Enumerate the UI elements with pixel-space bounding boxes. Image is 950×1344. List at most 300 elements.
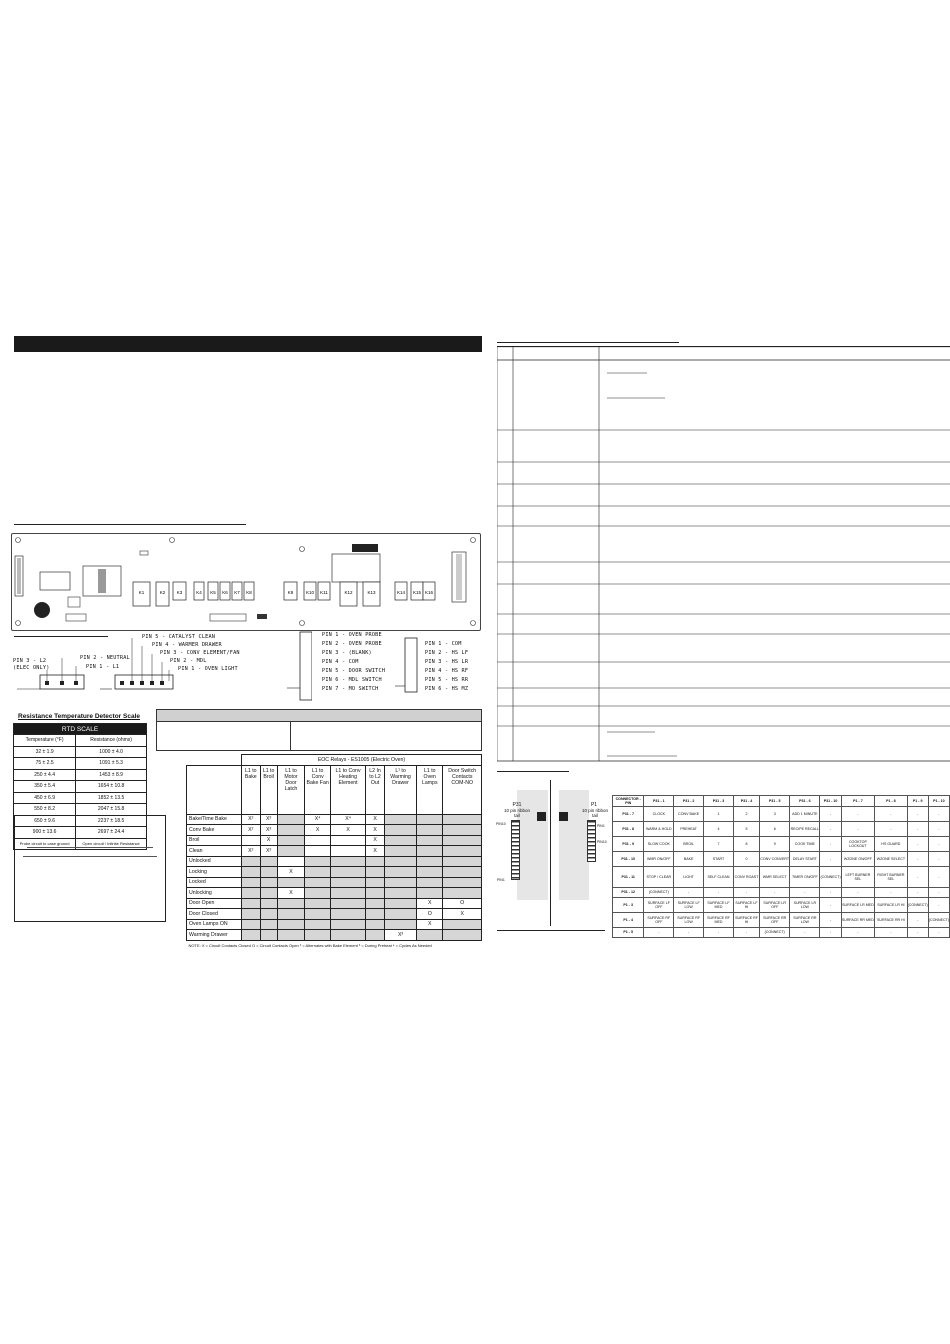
eoc-cell: X [277, 888, 305, 899]
relay-label: K4 [196, 590, 202, 595]
eoc-cell [277, 835, 305, 846]
conn-cell: - [841, 807, 875, 822]
conn-cell: - [875, 807, 907, 822]
rtd-res-cell: 2237 ± 18.5 [76, 815, 147, 827]
eoc-cell: X [366, 825, 385, 836]
eoc-cell [305, 867, 331, 878]
conn-cell: P1 - 3 [613, 898, 644, 913]
conn-header-cell: P1 - 8 [875, 796, 907, 807]
eoc-cell: X² [242, 846, 261, 857]
conn-cell: 8 [733, 837, 759, 852]
ribbon-section-rule [497, 771, 569, 772]
ribbon-right-desc: 10 pin ribbon tail [581, 808, 609, 818]
blank-spec-divider [290, 721, 291, 750]
ribbon-left-pin-top: PIN10 [496, 822, 506, 826]
rtd-temp-cell: 250 ± 4.4 [14, 769, 76, 781]
eoc-col-header: L¹ to Warming Drawer [384, 765, 416, 814]
conn-row [613, 913, 950, 928]
eoc-row-label: Oven Lamps ON [187, 919, 242, 930]
conn-cell: SURFACE LR OFF [760, 898, 790, 913]
pin-label-hs-lf: PIN 2 - HS LF [425, 650, 469, 656]
eoc-cell [443, 825, 482, 836]
eoc-cell [277, 814, 305, 825]
eoc-cell [330, 856, 365, 867]
eoc-cell [242, 835, 261, 846]
blank-spec-box [156, 709, 482, 751]
eoc-row-label: Door Open [187, 898, 242, 909]
conn-cell: LIGHT [674, 867, 704, 888]
eoc-cell [260, 888, 277, 899]
conn-cell: - [820, 837, 841, 852]
pin-label-l1: PIN 1 - L1 [86, 664, 120, 670]
pin-label-elec-only: (ELEC ONLY) [13, 665, 50, 671]
eoc-cell [260, 909, 277, 920]
eoc-cell [260, 919, 277, 930]
ribbon-right-pin-bot: PIN10 [597, 840, 607, 844]
eoc-cell: X⁴ [305, 814, 331, 825]
eoc-cell [330, 846, 365, 857]
conn-cell: - [928, 837, 949, 852]
rtd-scale-title: RTD SCALE [14, 724, 147, 735]
conn-row [613, 867, 950, 888]
conn-cell: SURFACE RF MED [704, 913, 734, 928]
ribbon-chip-left [537, 812, 546, 821]
conn-header-cell: P31 - 3 [704, 796, 734, 807]
conn-cell: - [928, 807, 949, 822]
conn-cell: - [928, 822, 949, 837]
eoc-row [187, 867, 482, 878]
rtd-footer-right: Open circuit / Infinite Resistance [76, 838, 147, 850]
rtd-row [14, 804, 147, 816]
conn-cell: - [928, 867, 949, 888]
conn-cell: - [907, 822, 928, 837]
eoc-col-header: L1 to Bake [242, 765, 261, 814]
eoc-note: NOTE: X = Circuit Contacts Closed O = Circuit Contacts Open ² = Alternates with Bake Element ³ = During Preheat ⁴ = Cycles As Needed [188, 942, 432, 948]
pin-label-catalyst-clean: PIN 5 - CATALYST CLEAN [142, 634, 216, 640]
conn-cell: P31 - 7 [613, 807, 644, 822]
ribbon-left-tail [511, 820, 520, 880]
conn-header-cell: P31 - 5 [760, 796, 790, 807]
conn-cell: LEFT BURNER SEL [841, 867, 875, 888]
conn-cell: - [733, 928, 759, 938]
eoc-cell: X [330, 825, 365, 836]
eoc-cell [277, 846, 305, 857]
conn-cell: 2 [733, 807, 759, 822]
conn-cell: (CONNECT) [907, 898, 928, 913]
pin-label-hs-lr: PIN 3 - HS LR [425, 659, 469, 665]
conn-cell: WZONE SELECT [875, 852, 907, 867]
conn-cell: 0 [733, 852, 759, 867]
eoc-cell: X [443, 909, 482, 920]
eoc-cell [260, 867, 277, 878]
conn-cell: P1 - 5 [613, 928, 644, 938]
conn-cell: - [907, 852, 928, 867]
eoc-row [187, 846, 482, 857]
conn-cell: DELAY START [790, 852, 820, 867]
conn-cell: SURFACE LR LOW [790, 898, 820, 913]
conn-cell: - [733, 888, 759, 898]
eoc-cell [242, 898, 261, 909]
eoc-row [187, 825, 482, 836]
eoc-cell [417, 814, 443, 825]
conn-cell: - [820, 898, 841, 913]
conn-cell: CONV BAKE [674, 807, 704, 822]
eoc-cell [417, 877, 443, 888]
eoc-cell [443, 867, 482, 878]
conn-cell: - [928, 852, 949, 867]
eoc-cell [384, 856, 416, 867]
blank-spec-header [157, 710, 481, 722]
conn-header-cell: P31 - 10 [820, 796, 841, 807]
eoc-cell [330, 909, 365, 920]
eoc-cell [384, 909, 416, 920]
eoc-cell [443, 846, 482, 857]
eoc-row [187, 856, 482, 867]
eoc-cell: X³ [260, 825, 277, 836]
conn-header-cell: P31 - 1 [644, 796, 674, 807]
eoc-cell [277, 856, 305, 867]
eoc-cell [305, 909, 331, 920]
relay-label: K1 [138, 590, 145, 595]
conn-cell: (CONNECT) [760, 928, 790, 938]
conn-cell: START [704, 852, 734, 867]
ribbon-bottom-rule [497, 930, 605, 931]
eoc-cell [330, 877, 365, 888]
relay-label: K11 [320, 590, 328, 595]
rtd-temp-cell: 75 ± 2.5 [14, 758, 76, 770]
eoc-cell [384, 835, 416, 846]
relay-label: K13 [367, 590, 376, 595]
conn-cell: - [907, 928, 928, 938]
conn-cell: SURFACE LF LOW [674, 898, 704, 913]
eoc-cell [277, 909, 305, 920]
conn-cell: - [820, 888, 841, 898]
conn-cell: 7 [704, 837, 734, 852]
conn-cell: - [704, 928, 734, 938]
eoc-cell [277, 930, 305, 941]
eoc-cell [417, 835, 443, 846]
conn-cell: - [790, 888, 820, 898]
pin-label-hs-mz: PIN 6 - HS MZ [425, 686, 469, 692]
pin-label-r-com: PIN 1 - COM [425, 641, 462, 647]
eoc-cell: O [417, 909, 443, 920]
eoc-row-label: Locked [187, 877, 242, 888]
eoc-cell [384, 814, 416, 825]
conn-header-cell: CONNECTOR - PIN [613, 796, 644, 807]
eoc-cell [260, 877, 277, 888]
conn-cell: SURFACE RF LOW [674, 913, 704, 928]
note-box [14, 815, 166, 922]
eoc-cell [443, 835, 482, 846]
rtd-temp-cell: 650 ± 9.6 [14, 815, 76, 827]
eoc-cell [305, 846, 331, 857]
relay-label: K8 [246, 590, 252, 595]
conn-header-cell: P1 - 10 [928, 796, 949, 807]
rtd-res-cell: 1654 ± 10.8 [76, 781, 147, 793]
ribbon-right-tail [587, 820, 596, 862]
note-box-rule-2 [23, 856, 157, 857]
pin-label-blank: PIN 3 - (BLANK) [322, 650, 372, 656]
conn-cell: CONV ROAST [733, 867, 759, 888]
conn-row [613, 888, 950, 898]
conn-cell: - [841, 888, 875, 898]
rtd-row [14, 758, 147, 770]
eoc-cell [417, 856, 443, 867]
eoc-cell [260, 898, 277, 909]
eoc-row-label: Clean [187, 846, 242, 857]
conn-cell: SURFACE LR HI [875, 898, 907, 913]
rtd-res-cell: 1000 ± 4.0 [76, 746, 147, 758]
eoc-relay-table [186, 754, 482, 950]
eoc-cell [366, 930, 385, 941]
connector-right-drawing [395, 636, 425, 696]
rtd-row [14, 781, 147, 793]
conn-cell: - [760, 888, 790, 898]
conn-cell: - [841, 822, 875, 837]
right-title-rule [497, 342, 679, 343]
eoc-cell [330, 898, 365, 909]
pin-label-neutral: PIN 2 - NEUTRAL [80, 655, 130, 661]
conn-row [613, 852, 950, 867]
conn-cell: BROIL [674, 837, 704, 852]
conn-cell: - [928, 898, 949, 913]
eoc-cell [242, 888, 261, 899]
eoc-row-label: Locking [187, 867, 242, 878]
conn-cell: SURFACE LF HI [733, 898, 759, 913]
conn-cell: P31 - 11 [613, 867, 644, 888]
conn-cell: - [928, 928, 949, 938]
conn-header-cell: P1 - 9 [907, 796, 928, 807]
conn-cell: - [820, 807, 841, 822]
pin-label-conv-element: PIN 3 - CONV ELEMENT/FAN [160, 650, 240, 656]
ribbon-chip-right [559, 812, 568, 821]
eoc-cell [330, 919, 365, 930]
eoc-cell [417, 867, 443, 878]
conn-cell: WMR SELECT [760, 867, 790, 888]
rtd-res-cell: 2047 ± 15.8 [76, 804, 147, 816]
conn-cell: P31 - 9 [613, 837, 644, 852]
eoc-row [187, 909, 482, 920]
eoc-cell: X [417, 898, 443, 909]
pin-label-warmer-drawer: PIN 4 - WARMER DRAWER [152, 642, 222, 648]
rtd-row [14, 769, 147, 781]
eoc-cell: X³ [384, 930, 416, 941]
eoc-cell: X [277, 867, 305, 878]
eoc-cell [277, 877, 305, 888]
eoc-row-label: Door Closed [187, 909, 242, 920]
eoc-cell [366, 856, 385, 867]
pin-label-l2: PIN 3 - L2 [13, 658, 47, 664]
conn-cell: WMR ON/OFF [644, 852, 674, 867]
ribbon-divider [550, 780, 551, 926]
conn-cell: SURFACE LR MED [841, 898, 875, 913]
eoc-cell [242, 930, 261, 941]
pin-label-oven-probe-1: PIN 1 - OVEN PROBE [322, 632, 382, 638]
eoc-cell [305, 919, 331, 930]
eoc-row-label: Bake/Time Bake [187, 814, 242, 825]
eoc-cell [277, 919, 305, 930]
conn-cell: - [907, 807, 928, 822]
rtd-row [14, 746, 147, 758]
eoc-cell: X [366, 835, 385, 846]
eoc-cell: X [305, 825, 331, 836]
conn-cell: HS GUARD [875, 837, 907, 852]
rtd-temp-cell: 900 ± 13.6 [14, 827, 76, 839]
control-board-drawing [12, 534, 480, 630]
relay-label: K2 [159, 590, 166, 595]
eoc-cell: X² [242, 814, 261, 825]
eoc-cell [305, 835, 331, 846]
eoc-cell [366, 867, 385, 878]
eoc-cell [242, 919, 261, 930]
conn-cell: COOKTOP LOCKOUT [841, 837, 875, 852]
eoc-cell [305, 856, 331, 867]
conn-header-cell: P31 - 6 [790, 796, 820, 807]
rtd-col-temp: Temperature (°F) [14, 735, 76, 747]
eoc-row-label: Unlocking [187, 888, 242, 899]
eoc-cell [443, 919, 482, 930]
connector-mid-labels [322, 632, 385, 695]
eoc-cell [443, 877, 482, 888]
eoc-cell: X [366, 814, 385, 825]
pin-label-mdl-switch: PIN 6 - MDL SWITCH [322, 677, 382, 683]
rtd-temp-cell: 350 ± 5.4 [14, 781, 76, 793]
eoc-col-header: L1 to Oven Lamps [417, 765, 443, 814]
ribbon-right-name: P1 [590, 802, 598, 808]
conn-cell: P1 - 4 [613, 913, 644, 928]
pin-label-mdl: PIN 2 - MDL [170, 658, 207, 664]
rtd-res-cell: 1091 ± 5.3 [76, 758, 147, 770]
ribbon-diagram [497, 790, 609, 916]
left-header-bar [14, 336, 482, 352]
conn-cell: - [674, 928, 704, 938]
conn-row [613, 822, 950, 837]
conn-cell: COOK TIME [790, 837, 820, 852]
troubleshoot-grid [497, 346, 950, 762]
eoc-cell [260, 856, 277, 867]
eoc-cell: X⁴ [330, 814, 365, 825]
eoc-title: EOC Relays - ES1005 (Electric Oven) [242, 755, 482, 766]
eoc-row [187, 814, 482, 825]
conn-cell: P31 - 8 [613, 822, 644, 837]
relay-label: K5 [210, 590, 216, 595]
eoc-cell [305, 888, 331, 899]
conn-cell: SLOW COOK [644, 837, 674, 852]
conn-cell: - [841, 928, 875, 938]
eoc-cell [443, 856, 482, 867]
control-board-diagram [11, 533, 481, 631]
conn-cell: - [875, 928, 907, 938]
conn-cell: 3 [760, 807, 790, 822]
rtd-res-cell: 1453 ± 8.9 [76, 769, 147, 781]
eoc-cell [277, 898, 305, 909]
eoc-col-header: Door Switch Contacts COM-NO [443, 765, 482, 814]
conn-cell: (CONNECT) [928, 913, 949, 928]
conn-cell: TIMER ON/OFF [790, 867, 820, 888]
eoc-row [187, 919, 482, 930]
eoc-cell [384, 846, 416, 857]
conn-header-cell: P31 - 4 [733, 796, 759, 807]
eoc-cell: X [260, 835, 277, 846]
conn-cell: SURFACE LF OFF [644, 898, 674, 913]
relay-label: K16 [424, 590, 434, 595]
conn-cell: WZONE ON/OFF [841, 852, 875, 867]
conn-cell: - [644, 928, 674, 938]
conn-cell: SURFACE RR MED [841, 913, 875, 928]
eoc-cell: O [443, 898, 482, 909]
conn-cell: - [907, 837, 928, 852]
eoc-cell [384, 867, 416, 878]
pin-label-door-switch: PIN 5 - DOOR SWITCH [322, 668, 386, 674]
conn-cell: STOP / CLEAR [644, 867, 674, 888]
eoc-cell [260, 930, 277, 941]
eoc-cell [242, 856, 261, 867]
eoc-cell [384, 888, 416, 899]
eoc-cell [366, 877, 385, 888]
board-section-rule [14, 524, 246, 525]
conn-cell: BAKE [674, 852, 704, 867]
rtd-res-cell: 1852 ± 13.5 [76, 792, 147, 804]
conn-cell: 5 [733, 822, 759, 837]
eoc-row [187, 930, 482, 941]
conn-cell: SURFACE RR OFF [760, 913, 790, 928]
eoc-cell [330, 835, 365, 846]
eoc-cell [417, 825, 443, 836]
eoc-cell [384, 919, 416, 930]
conn-cell: PREHEAT [674, 822, 704, 837]
eoc-col-header: L1 to Conv Heating Element [330, 765, 365, 814]
eoc-row-label: Unlocked [187, 856, 242, 867]
eoc-cell: X [417, 919, 443, 930]
conn-cell: (CONNECT) [820, 867, 841, 888]
relay-label: K3 [176, 590, 183, 595]
pin-label-oven-light: PIN 1 - OVEN LIGHT [178, 666, 238, 672]
conn-header-cell: P1 - 7 [841, 796, 875, 807]
eoc-cell [417, 846, 443, 857]
eoc-cell [366, 909, 385, 920]
conn-cell: - [674, 888, 704, 898]
conn-cell: - [907, 913, 928, 928]
conn-cell: - [820, 852, 841, 867]
rtd-footer-left: Probe circuit to case ground [14, 838, 76, 850]
eoc-col-header: L1 to Conv Bake Fan [305, 765, 331, 814]
rtd-temp-cell: 450 ± 6.9 [14, 792, 76, 804]
eoc-row-label: Broil [187, 835, 242, 846]
connector-pin-matrix [612, 795, 950, 938]
relay-label: K9 [287, 590, 294, 595]
pin-label-hs-rr: PIN 5 - HS RR [425, 677, 469, 683]
conn-cell: - [875, 888, 907, 898]
eoc-row-label: Conv Bake [187, 825, 242, 836]
eoc-cell [366, 919, 385, 930]
ribbon-left-desc: 10 pin ribbon tail [503, 808, 531, 818]
conn-cell: P31 - 12 [613, 888, 644, 898]
eoc-cell [242, 877, 261, 888]
conn-cell: 6 [760, 822, 790, 837]
conn-cell: SURFACE RF HI [733, 913, 759, 928]
relay-label: K12 [344, 590, 353, 595]
conn-cell: - [820, 928, 841, 938]
conn-header-cell: P31 - 2 [674, 796, 704, 807]
rtd-heading: Resistance Temperature Detector Scale [18, 713, 140, 720]
eoc-cell [305, 930, 331, 941]
eoc-cell [330, 888, 365, 899]
conn-cell: - [704, 888, 734, 898]
ribbon-left-pin-bot: PIN1 [497, 878, 505, 882]
conn-cell: - [820, 913, 841, 928]
pin-label-mo-switch: PIN 7 - MO SWITCH [322, 686, 379, 692]
conn-cell: SURFACE RF OFF [644, 913, 674, 928]
